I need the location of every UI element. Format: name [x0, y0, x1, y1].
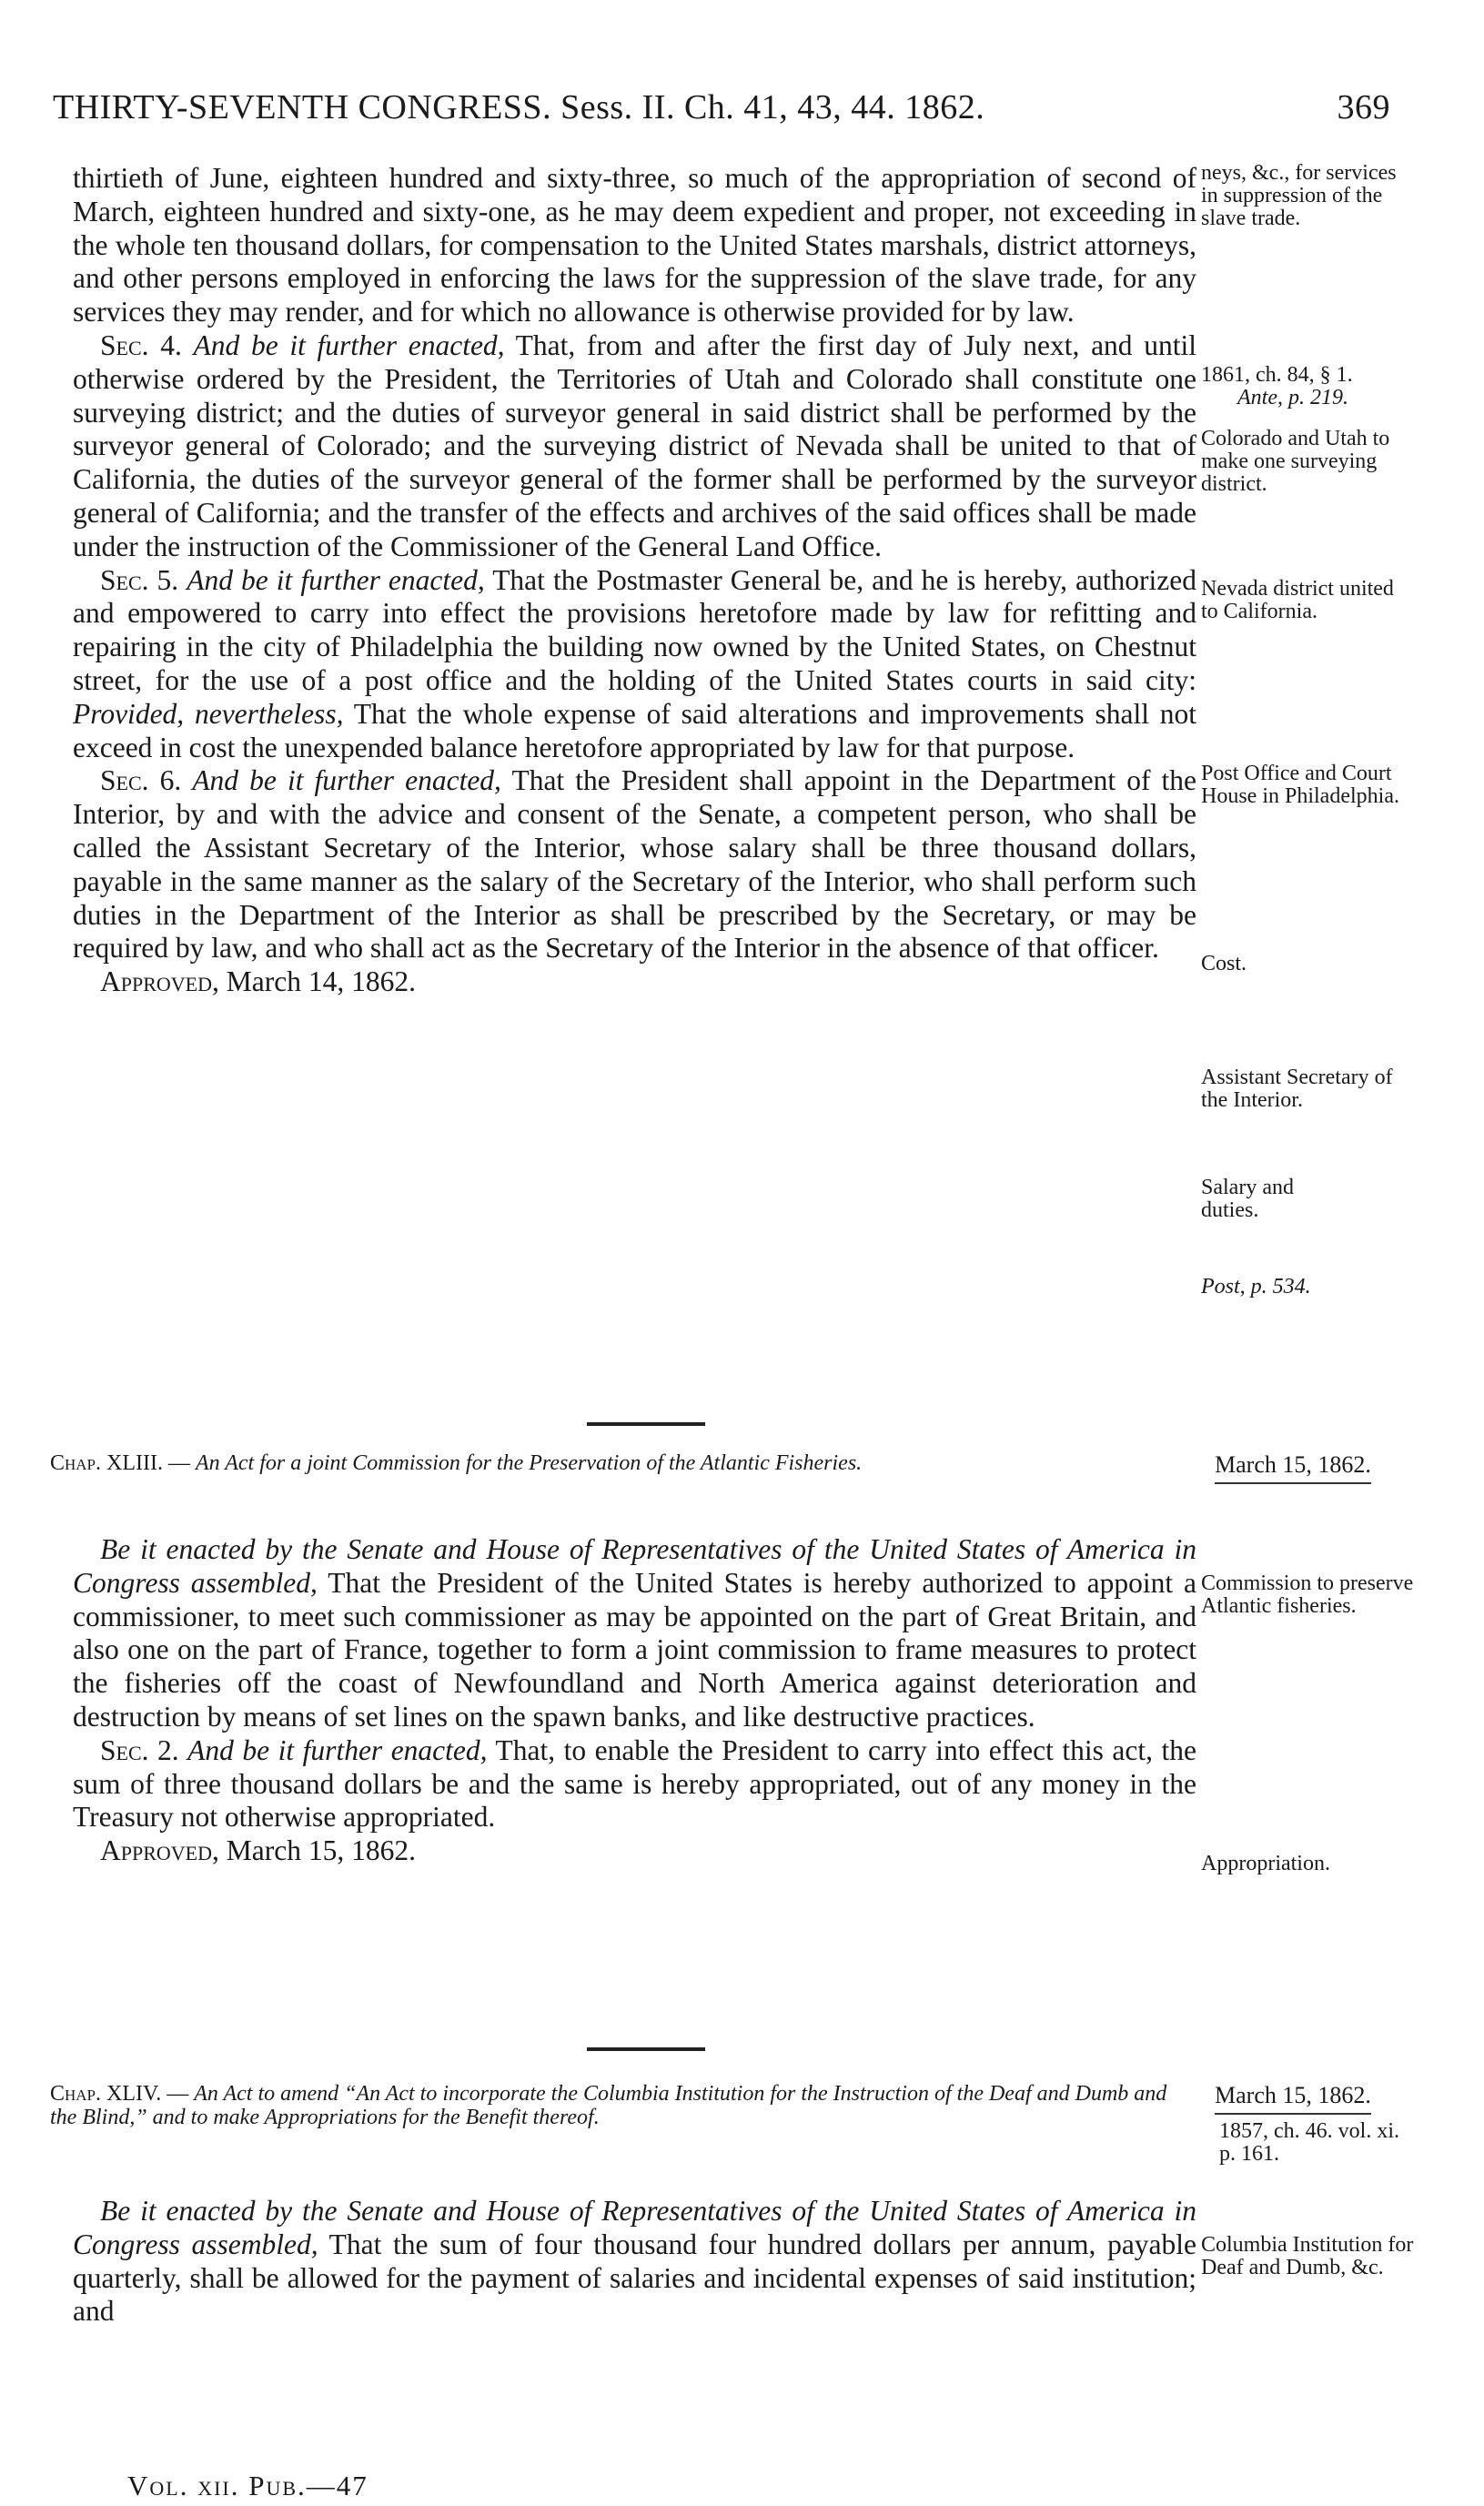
section-6-label: Sec. 6.	[100, 764, 182, 797]
header-title: THIRTY-SEVENTH CONGRESS. Sess. II. Ch. 41, 43, 44. 1862.	[53, 88, 985, 126]
volume-label: Vol. xii. Pub.—47	[127, 2470, 368, 2501]
chapter-43-enacting-paragraph	[73, 1533, 1196, 1734]
section-5-enacting-clause: And be it further enacted,	[187, 563, 485, 596]
margin-note-post-ref: Post, p. 534.	[1201, 1275, 1311, 1298]
page-number: 369	[1337, 88, 1390, 126]
chapter-44-title: An Act to amend “An Act to incorporate the Columbia Institution for the Instruction of the Deaf and Dumb and the Blind,” and to make Appropriations for the Benefit thereof.	[50, 2082, 1167, 2129]
continuation-paragraph: thirtieth of June, eighteen hundred and sixty-three, so much of the appropriation of second of March, eighteen hundred and sixty-one, as he may deem expedient and proper, not exceeding in the whole ten thousand dollars, for compensation to the United States marshals, district attorneys, and other persons employed in enforcing the laws for the suppression of the slave trade, for any services they may render, and for which no allowance is otherwise provided for by law.	[73, 162, 1196, 328]
section-6-paragraph	[73, 764, 1196, 965]
section-6-enacting-clause: And be it further enacted,	[192, 764, 501, 797]
chapter-44-body: That the sum of four thousand four hundred dollars per annum, payable quarterly, shall be allowed for the payment of salaries and incidental expenses of said institution; and	[73, 2228, 1197, 2328]
chapter-44-date: March 15, 1862.	[1215, 2082, 1371, 2115]
margin-note-slave-trade: neys, &c., for services in suppression of the slave trade.	[1201, 161, 1397, 230]
chapter-44-enacting-paragraph	[73, 2195, 1196, 2329]
chapter-43-enacting-clause: Be it enacted by the Senate and House of Representatives of the United States of America in Congress assembled,	[73, 1533, 1196, 1599]
section-4-text: That, from and after the first day of July next, and until otherwise ordered by the President, the Territories of Utah and Colorado shall constitute one surveying district; and the duties of surveyor general in said district shall be performed by the surveyor general of Colorado; and the surveying district of Nevada shall be united to that of California, the duties of the surveyor general of the former shall be performed by the surveyor general of California; and the transfer of the effects and archives of the said offices shall be made under the instruction of the Commissioner of the General Land Office.	[73, 328, 1196, 562]
margin-note-cost: Cost.	[1201, 952, 1247, 975]
section-5-text-b: That the whole expense of said alterations and improvements shall not exceed in cost the unexpended balance heretofore appropriated by law for that purpose.	[73, 697, 1196, 763]
approved-line-1	[73, 965, 1196, 999]
margin-note-ante-ref: Ante, p. 219.	[1237, 386, 1348, 409]
margin-note-commission: Commission to preserve Atlantic fisheries.	[1201, 1571, 1414, 1618]
approved-label: Approved,	[100, 965, 219, 998]
margin-note-post-office: Post Office and Court House in Philadelphia.	[1201, 762, 1399, 808]
approved-date: March 14, 1862.	[226, 965, 416, 998]
chapter-43-label: Chap. XLIII. —	[50, 1451, 190, 1475]
chapter-44-label: Chap. XLIV. —	[50, 2082, 189, 2106]
running-header	[53, 87, 1390, 142]
chapter-43-section-2	[73, 1734, 1196, 1834]
section-5-paragraph	[73, 564, 1196, 765]
section-5-label: Sec. 5.	[100, 563, 179, 596]
chapter-44-enacting-clause: Be it enacted by the Senate and House of Representatives of the United States of America in Congress assembled,	[73, 2195, 1196, 2260]
section-4-label: Sec. 4.	[100, 328, 182, 361]
chapter-43-title: An Act for a joint Commission for the Preservation of the Atlantic Fisheries.	[196, 1451, 863, 1475]
approved-date-2: March 15, 1862.	[226, 1834, 416, 1867]
section-4-paragraph	[73, 329, 1196, 564]
section-6-text: That the President shall appoint in the Department of the Interior, by and with the advice and consent of the Senate, a competent person, who shall be called the Assistant Secretary of the Interior, whose salary shall be three thousand dollars, payable in the same manner as the salary of the Secretary of the Interior, who shall perform such duties in the Department of the Interior as shall be prescribed by the Secretary, or may be required by law, and who shall act as the Secretary of the Interior in the absence of that officer.	[73, 764, 1196, 965]
chapter-43-section-2-enacting: And be it further enacted,	[187, 1733, 488, 1766]
volume-footer	[127, 2470, 368, 2502]
chapter-43-heading	[50, 1451, 1192, 1475]
section-4-enacting-clause: And be it further enacted,	[193, 328, 505, 361]
chapter-43-section-2-text: That, to enable the President to carry into effect this act, the sum of three thousand dollars be and the same is hereby appropriated, out of any money in the Treasury not otherwise appropriated.	[73, 1733, 1196, 1834]
approved-line-2	[73, 1834, 1196, 1868]
margin-note-statute-ref: 1861, ch. 84, § 1.	[1201, 363, 1353, 387]
chapter-43-date: March 15, 1862.	[1215, 1451, 1371, 1484]
top-section-text	[73, 162, 1196, 999]
chapter-43-text	[73, 1533, 1196, 1868]
margin-note-statute-1857: 1857, ch. 46. vol. xi. p. 161.	[1219, 2119, 1399, 2166]
section-5-proviso: Provided, nevertheless,	[73, 697, 344, 730]
margin-note-salary: Salary and duties.	[1201, 1176, 1294, 1222]
margin-note-colorado-utah: Colorado and Utah to make one surveying district.	[1201, 427, 1390, 496]
section-divider-1	[587, 1422, 705, 1426]
approved-label-2: Approved,	[100, 1834, 219, 1867]
margin-note-appropriation: Appropriation.	[1201, 1852, 1330, 1875]
section-divider-2	[587, 2047, 705, 2051]
chapter-44-text	[73, 2195, 1196, 2329]
margin-note-assistant-secretary: Assistant Secretary of the Interior.	[1201, 1066, 1393, 1112]
section-5-text-a: That the Postmaster General be, and he is hereby, authorized and empowered to carry into effect the provisions heretofore made by law for refitting and repairing in the city of Philadelphia the building now owned by the United States, on Chestnut street, for the use of a post office and the holding of the United States courts in said city:	[73, 563, 1196, 696]
margin-note-columbia: Columbia Institution for Deaf and Dumb, &c.	[1201, 2233, 1414, 2279]
chapter-43-body: That the President of the United States is hereby authorized to appoint a commissioner, to meet such commissioner as may be appointed on the part of Great Britain, and also one on the part of France, together to form a joint commission to frame measures to protect the fisheries off the coast of Newfoundland and North America against deterioration and destruction by means of set lines on the spawn banks, and like destructive practices.	[73, 1566, 1196, 1733]
chapter-44-heading	[50, 2082, 1192, 2129]
margin-note-nevada: Nevada district united to California.	[1201, 577, 1394, 623]
chapter-43-section-2-label: Sec. 2.	[100, 1733, 179, 1766]
